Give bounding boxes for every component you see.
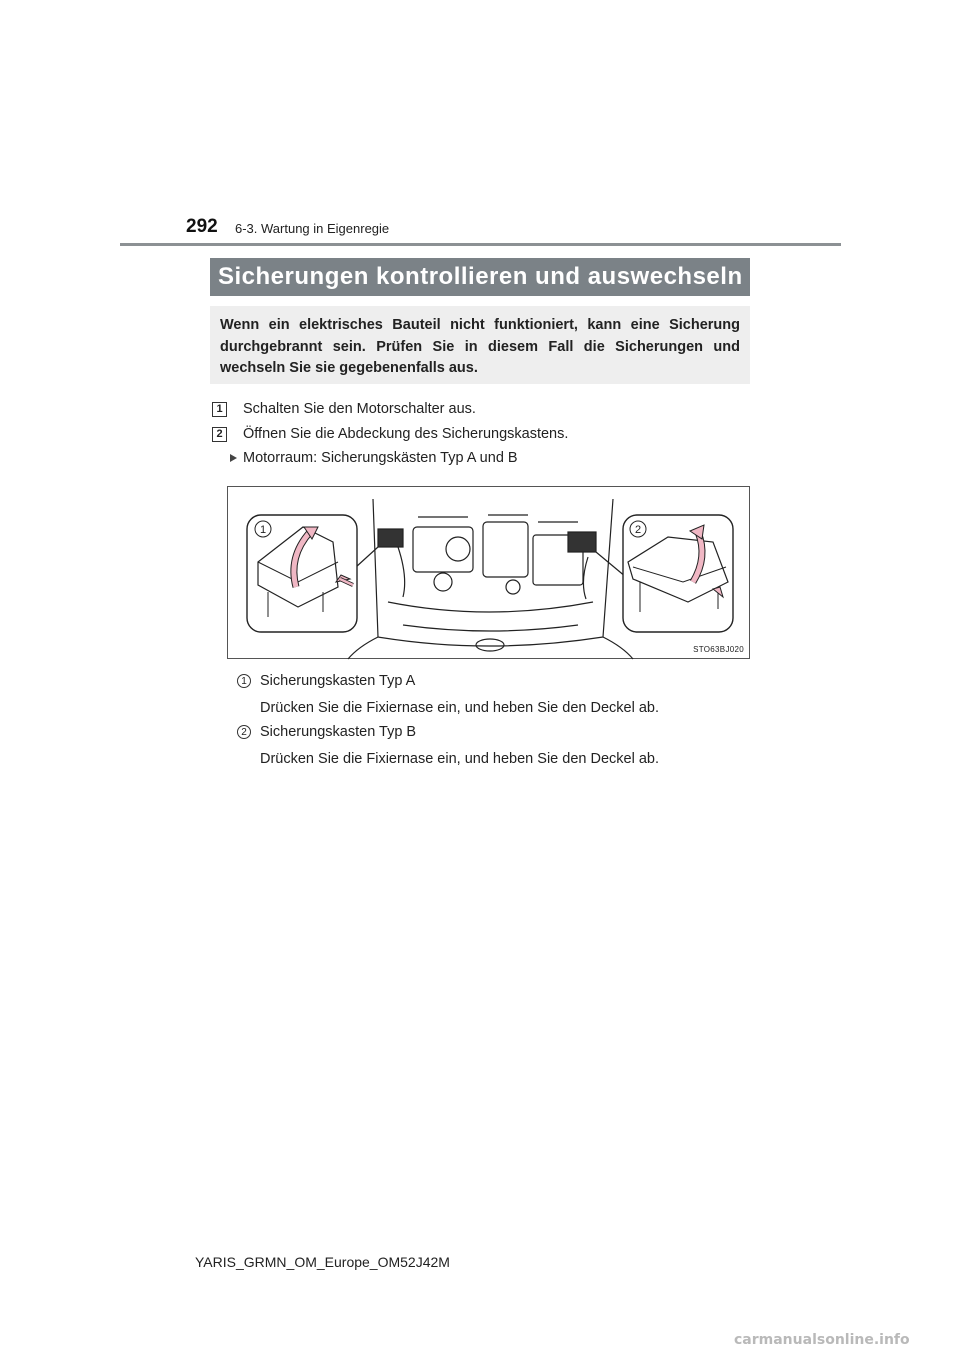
step-2 — [212, 424, 568, 444]
engine-bay-figure — [227, 486, 750, 659]
step-text: Öffnen Sie die Abdeckung des Sicherungskastens. — [243, 426, 569, 442]
item-1-description: Drücken Sie die Fixiernase ein, und heben Sie den Deckel ab. — [260, 700, 659, 716]
inset-fuse-box-b — [623, 515, 733, 632]
item-label: Sicherungskasten Typ B — [260, 724, 417, 740]
step-number-badge: 1 — [212, 402, 227, 417]
page-title: Sicherungen kontrollieren und auswechseln — [210, 258, 750, 296]
callout-2-label: 2 — [634, 524, 642, 536]
header-rule — [120, 243, 841, 246]
inset-fuse-box-a — [247, 515, 357, 632]
page-number: 292 — [186, 216, 218, 237]
item-1 — [237, 673, 415, 689]
intro-box: Wenn ein elektrisches Bauteil nicht funktioniert, kann eine Sicherung durchgebrannt sein. Prüfen Sie in diesem Fall die Sicherungen und wechseln Sie sie gegebenenfalls aus. — [210, 306, 750, 384]
triangle-bullet-icon — [230, 454, 237, 462]
fuse-box-b-marker — [568, 532, 596, 552]
engine-bay-illustration — [228, 487, 751, 660]
step-1 — [212, 399, 476, 419]
figure-code: STO63BJ020 — [693, 645, 744, 654]
item-2 — [237, 724, 416, 740]
section-label: 6-3. Wartung in Eigenregie — [235, 221, 390, 236]
footer-doc-id: YARIS_GRMN_OM_Europe_OM52J42M — [195, 1254, 450, 1270]
bullet-text: Motorraum: Sicherungskästen Typ A und B — [243, 450, 518, 466]
item-2-description: Drücken Sie die Fixiernase ein, und heben Sie den Deckel ab. — [260, 751, 659, 767]
step-text: Schalten Sie den Motorschalter aus. — [243, 401, 476, 417]
item-number-badge: 1 — [237, 674, 251, 688]
step-number-badge: 2 — [212, 427, 227, 442]
item-number-badge: 2 — [237, 725, 251, 739]
fuse-box-a-marker — [378, 529, 403, 547]
engine-bay-outline — [373, 499, 613, 646]
bullet-item — [230, 450, 518, 466]
callout-1-label: 1 — [259, 524, 267, 536]
item-label: Sicherungskasten Typ A — [260, 673, 416, 689]
watermark: carmanualsonline.info — [734, 1332, 910, 1348]
